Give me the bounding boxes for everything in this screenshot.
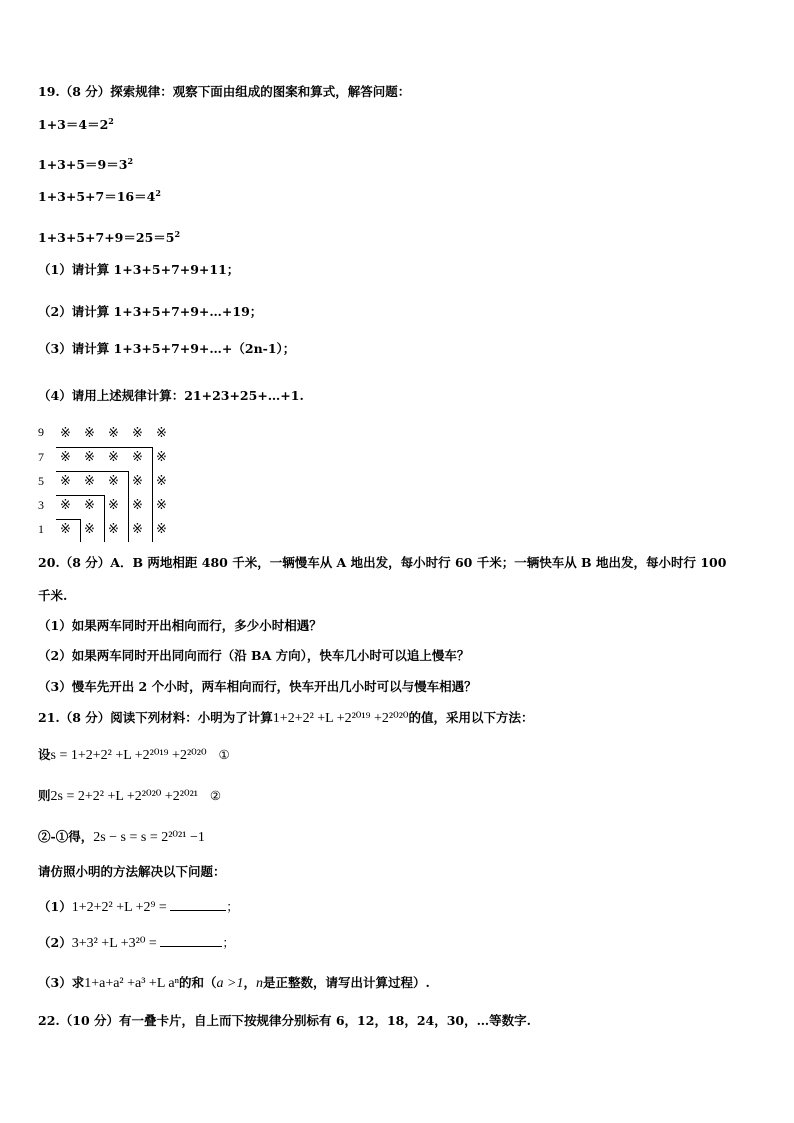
pattern-symbol: ※ (132, 474, 143, 489)
pattern-symbol: ※ (108, 522, 119, 537)
q20-part-2: （2）如果两车同时开出同向而行（沿 BA 方向），快车几小时可以追上慢车？ (38, 648, 470, 663)
pattern-symbol: ※ (156, 426, 167, 441)
q21-part-1: （1）1+2+2² +L +2⁹ = ； (38, 899, 239, 915)
q20-title-line-1: 20.（8 分）A．B 两地相距 480 千米，一辆慢车从 A 地出发，每小时行 60 千米；一辆快车从 B 地出发，每小时行 100 (38, 555, 727, 570)
pattern-symbol: ※ (156, 522, 167, 537)
q19-part-2: （2）请计算 1+3+5+7+9+…+19； (38, 304, 263, 319)
q19-pattern-figure (36, 424, 186, 542)
q21-set-line: 设s = 1+2+2² +L +2²⁰¹⁹ +2²⁰²⁰ ① (38, 747, 230, 763)
pattern-symbol: ※ (108, 450, 119, 465)
pattern-symbol: ※ (108, 426, 119, 441)
q21-set-formula: s = 1+2+2² +L +2²⁰¹⁹ +2²⁰²⁰ (50, 748, 207, 763)
pattern-symbol: ※ (60, 474, 71, 489)
q22-title: 22.（10 分）有一叠卡片，自上而下按规律分别标有 6，12，18，24，30，…等数字. (38, 1013, 531, 1028)
pattern-symbol: ※ (84, 474, 95, 489)
q21-difference-line: ②-①得，2s − s = s = 2²⁰²¹ −1 (38, 829, 205, 845)
q19-part-3: （3）请计算 1+3+5+7+9+…+（2n-1）； (38, 341, 296, 356)
pattern-symbol: ※ (156, 450, 167, 465)
row-label-7: 7 (38, 450, 44, 464)
pattern-symbol: ※ (60, 522, 71, 537)
q21-difference-formula: 2s − s = s = 2²⁰²¹ −1 (93, 830, 205, 845)
q19-equation-1: $1+3=4=2^2$ (38, 115, 114, 132)
pattern-symbol: ※ (108, 474, 119, 489)
q19-equation-3: $1+3+5+7=16=4^2$ (38, 187, 161, 204)
q21-part-3: （3）求1+a+a² +a³ +L aⁿ的和（a >1，n是正整数，请写出计算过程）. (38, 975, 430, 991)
pattern-symbol: ※ (84, 426, 95, 441)
pattern-symbol: ※ (108, 498, 119, 513)
pattern-symbol: ※ (132, 522, 143, 537)
pattern-symbol: ※ (60, 426, 71, 441)
q19-part-4: （4）请用上述规律计算：21+23+25+…+1. (38, 388, 304, 403)
pattern-symbol: ※ (156, 474, 167, 489)
pattern-symbol: ※ (60, 450, 71, 465)
pattern-symbol: ※ (132, 426, 143, 441)
pattern-symbol: ※ (60, 498, 71, 513)
pattern-symbol: ※ (132, 450, 143, 465)
row-label-5: 5 (38, 474, 44, 488)
q19-equation-2: $1+3+5=9=3^2$ (38, 155, 134, 172)
q21-title-formula: 1+2+2² +L +2²⁰¹⁹ +2²⁰²⁰ (272, 711, 409, 726)
row-label-1: 1 (38, 522, 44, 536)
row-label-9: 9 (38, 425, 44, 439)
row-label-3: 3 (38, 498, 44, 512)
q20-part-3: （3）慢车先开出 2 个小时，两车相向而行，快车开出几小时可以与慢车相遇？ (38, 679, 477, 694)
q21-title: 21.（8 分）阅读下列材料：小明为了计算1+2+2² +L +2²⁰¹⁹ +2²⁰²⁰的值，采用以下方法： (38, 710, 534, 726)
q19-part-1: （1）请计算 1+3+5+7+9+11； (38, 262, 240, 277)
q21-then-formula: 2s = 2+2² +L +2²⁰²⁰ +2²⁰²¹ (50, 789, 198, 804)
q21-instruction: 请仿照小明的方法解决以下问题： (38, 864, 226, 879)
pattern-symbol: ※ (84, 522, 95, 537)
pattern-symbol: ※ (84, 450, 95, 465)
pattern-symbol: ※ (132, 498, 143, 513)
q20-title-line-2: 千米. (38, 588, 68, 603)
q21-part-2: （2）3+3² +L +3²⁰ = ； (38, 935, 235, 951)
q19-title: 19.（8 分）探索规律：观察下面由组成的图案和算式，解答问题： (38, 84, 411, 99)
q19-equation-4: $1+3+5+7+9=25=5^2$ (38, 228, 181, 245)
pattern-symbol: ※ (156, 498, 167, 513)
q21-then-line: 则2s = 2+2² +L +2²⁰²⁰ +2²⁰²¹ ② (38, 788, 222, 804)
q20-part-1: （1）如果两车同时开出相向而行，多少小时相遇？ (38, 618, 322, 633)
answer-blank-1[interactable] (170, 898, 226, 911)
pattern-symbol: ※ (84, 498, 95, 513)
answer-blank-2[interactable] (160, 934, 222, 947)
